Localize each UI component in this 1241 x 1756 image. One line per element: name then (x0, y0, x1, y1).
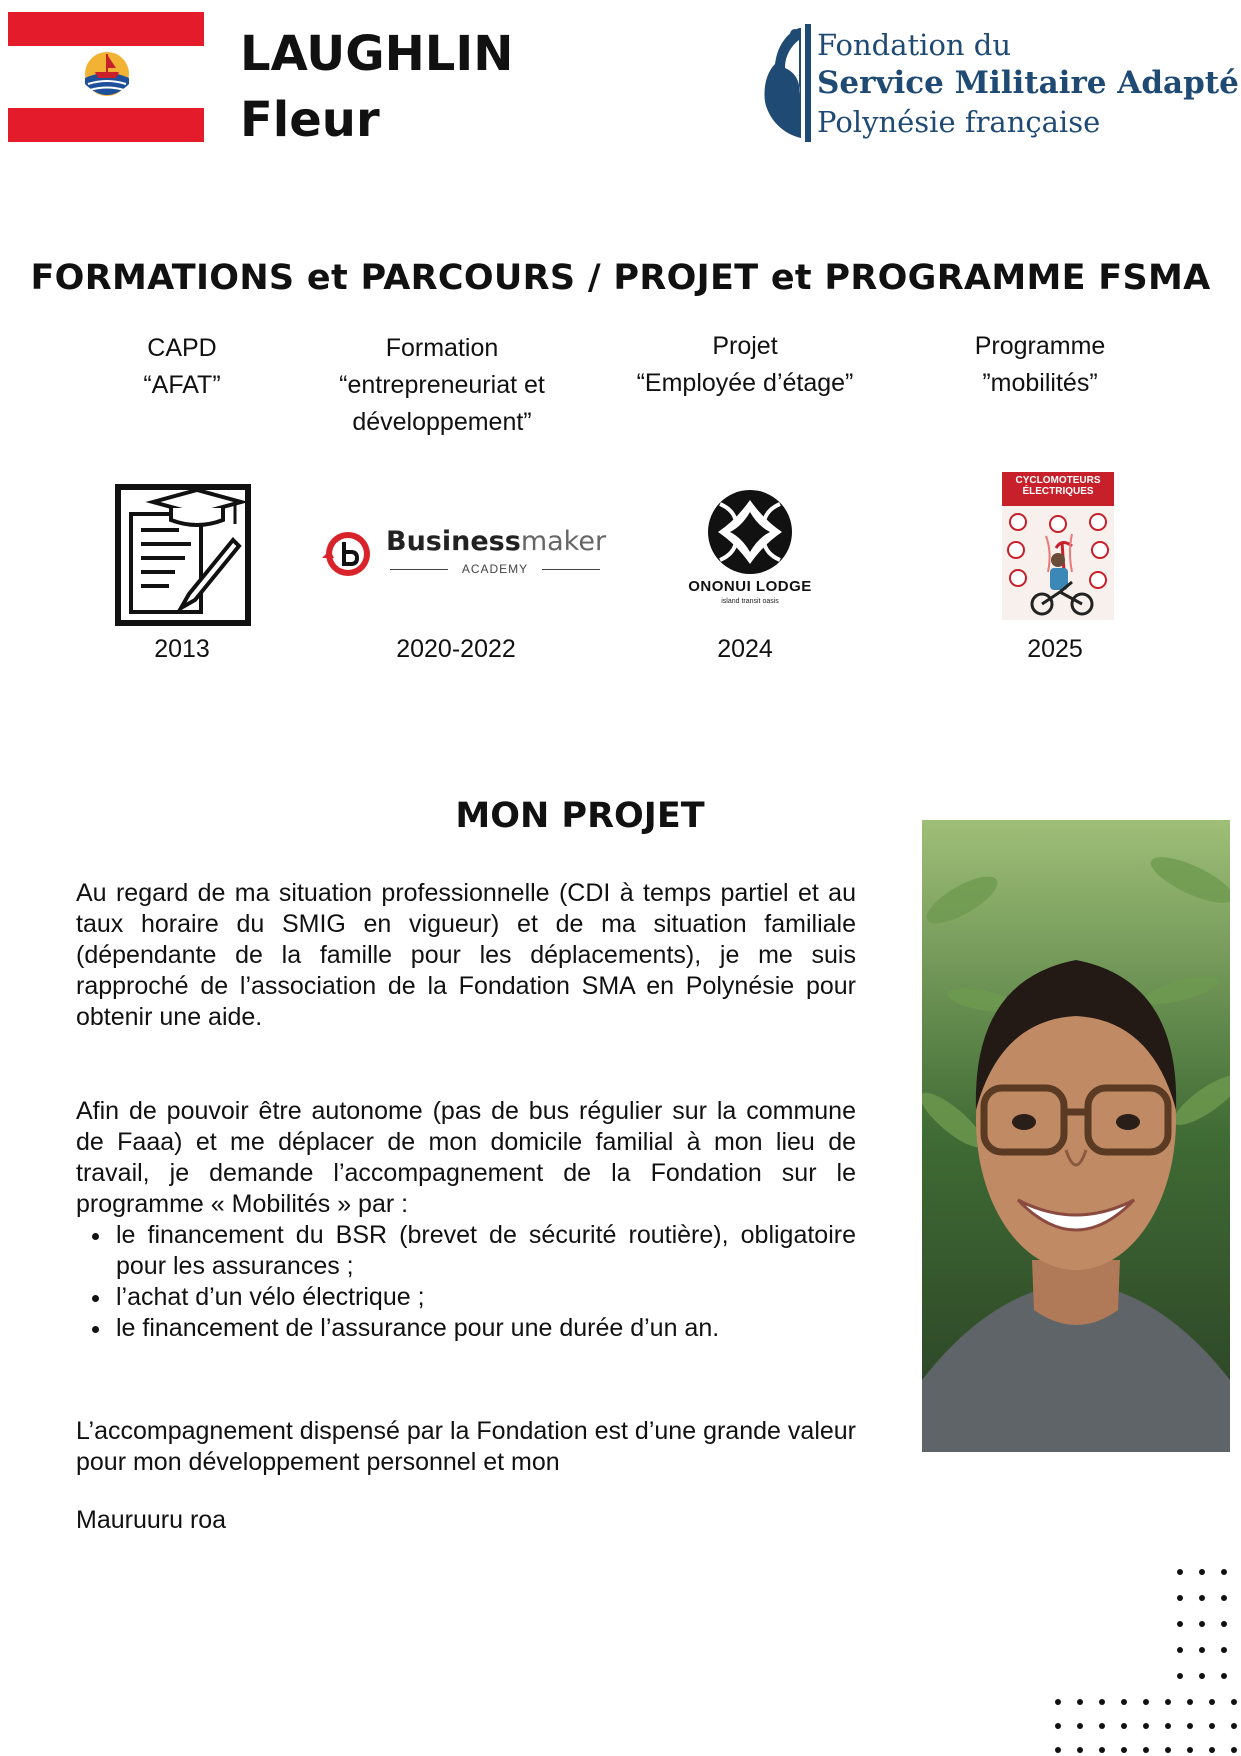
fsma-mark-icon (755, 20, 819, 144)
label-line: “AFAT” (143, 371, 221, 399)
formation-year-2: 2020-2022 (396, 635, 516, 663)
french-polynesia-flag-icon (8, 12, 204, 142)
list-item: l’achat d’un vélo électrique ; (86, 1282, 856, 1313)
formation-year-1: 2013 (154, 635, 210, 663)
formation-label-2 (292, 330, 592, 441)
formation-year-4: 2025 (1027, 635, 1083, 663)
logo-line1: Fondation du (817, 28, 1012, 62)
label-line: “entrepreneuriat et (339, 371, 545, 399)
formation-label-3 (595, 328, 895, 402)
projet-bullet-list (86, 1220, 856, 1344)
list-item: le financement de l’assurance pour une durée d’un an. (86, 1313, 856, 1344)
cyclomoteurs-poster (1002, 472, 1114, 620)
projet-paragraph-1: Au regard de ma situation professionnelle (CDI à temps partiel et au taux horaire du SMIG en vigueur) et de ma situation familiale (dépendante de la famille pour les déplacements), je me suis rapproché de l’association de la Fondation SMA en Polynésie pour obtenir une aide. (76, 879, 856, 1031)
label-line: développement” (352, 408, 532, 436)
label-line: Projet (712, 332, 778, 360)
fsma-logo (755, 20, 1239, 144)
decorative-dots-icon (1040, 1560, 1240, 1756)
label-line: ”mobilités” (982, 369, 1098, 397)
ononui-emblem-icon (680, 486, 820, 578)
logo-word-bold: Business (386, 526, 521, 557)
portrait-photo (922, 820, 1230, 1452)
projet-title: MON PROJET (455, 796, 705, 836)
businessmaker-b-icon (320, 528, 372, 580)
businessmaker-logo (320, 522, 610, 582)
logo-word-light: maker (520, 526, 607, 557)
poster-title: CYCLOMOTEURS ÉLECTRIQUES (1002, 472, 1114, 506)
ononui-lodge-logo (680, 486, 820, 606)
flag-emblem-icon (82, 48, 132, 106)
diploma-icon (115, 484, 251, 626)
formation-label-1 (82, 330, 282, 404)
list-item: le financement du BSR (brevet de sécurité routière), obligatoire pour les assurances ; (86, 1220, 856, 1282)
label-line: Programme (974, 332, 1106, 360)
businessmaker-academy: ACADEMY (390, 562, 600, 576)
logo-line3: Polynésie française (817, 105, 1101, 139)
businessmaker-wordmark (386, 526, 606, 557)
flag-red-stripe-top (8, 12, 204, 46)
label-line: CAPD (147, 334, 217, 362)
portrait-illustration-icon (922, 820, 1230, 1452)
flag-red-stripe-bottom (8, 108, 204, 142)
formation-label-4 (900, 328, 1180, 402)
label-line: “Employée d’étage” (636, 369, 854, 397)
projet-paragraph-3: L’accompagnement dispensé par la Fondation est d’une grande valeur pour mon développement personnel et mon (76, 1417, 856, 1476)
first-name: Fleur (240, 92, 380, 148)
projet-paragraph-2: Afin de pouvoir être autonome (pas de bus régulier sur la commune de Faaa) et me déplacer de mon domicile familial à mon lieu de travail, je demande l’accompagnement de la Fondation sur le programme « Mobilités » par : (76, 1097, 856, 1218)
formations-title: FORMATIONS et PARCOURS / PROJET et PROGRAMME FSMA (30, 258, 1211, 298)
label-line: Formation (385, 334, 499, 362)
formation-year-3: 2024 (717, 635, 773, 663)
ononui-lodge-sub: island transit oasis (721, 598, 779, 605)
poster-illustration-icon (1002, 472, 1114, 620)
logo-line2: Service Militaire Adapté (817, 65, 1239, 101)
last-name: LAUGHLIN (240, 26, 514, 82)
ononui-lodge-text: ONONUI LODGE (688, 578, 812, 595)
thanks-text: Mauruuru roa (76, 1506, 227, 1534)
